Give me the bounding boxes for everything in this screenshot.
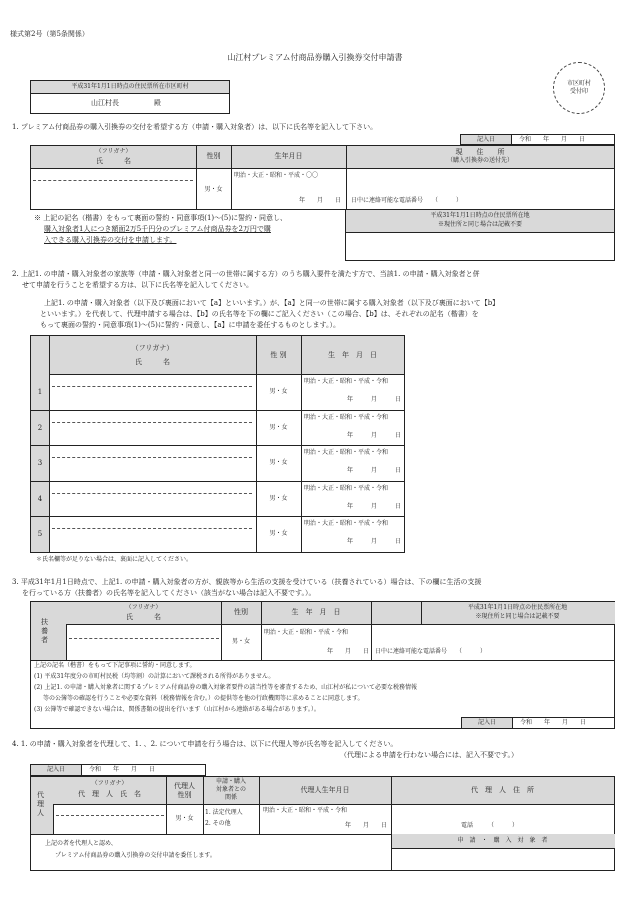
s2-dob-header: 生 年 月 日 <box>328 351 377 359</box>
s4-delegate-line2: プレミアム付商品券の購入引換券の交付申請を委任します。 <box>55 852 216 859</box>
s3-side-label: 扶養者 <box>41 618 48 644</box>
s4-gender-header: 代理人 <box>174 782 195 790</box>
s4-rel-option1[interactable]: 1. 法定代理人 <box>205 809 243 816</box>
s2-gender-value[interactable]: 男・女 <box>269 494 288 502</box>
stamp-label: 市区町村 受付印 <box>566 80 591 95</box>
s4-rel-header1: 申請・購入 <box>215 778 246 785</box>
s1-era-options[interactable]: 明治・大正・昭和・平成・〇〇 <box>234 172 319 179</box>
s3-gender-value[interactable]: 男・女 <box>231 638 250 645</box>
s3-dob-ymd[interactable]: 年 月 日 <box>326 648 369 655</box>
s4-address-header: 代 理 人 住 所 <box>471 786 534 794</box>
s4-name-header: 代 理 人 氏 名 <box>78 790 141 798</box>
s2-dob-ymd[interactable]: 年 月 日 <box>346 396 401 403</box>
s1-address-header: 現 住 所 <box>455 148 505 156</box>
section2-intro-line1: 2. 上記1. の申請・購入対象者の家族等（申請・購入対象者と同一の世帯に属する方）のうち購入要件を満たす方で、当該1. の申請・購入対象者と併 <box>12 270 480 278</box>
s1-address-subheader: （購入引換券の送付先） <box>446 157 513 164</box>
s4-era-options[interactable]: 明治・大正・昭和・平成・令和 <box>263 807 348 814</box>
s1-dob-header: 生年月日 <box>274 152 303 160</box>
s3-entry-label: 記入日 <box>477 719 496 726</box>
s3-supporter-table <box>30 601 615 729</box>
section1-intro: 1. プレミアム付商品券の購入引換券の交付を希望する方（申請・購入対象者）は、以下に氏名等を記入して下さい。 <box>12 123 378 131</box>
s2-gender-value[interactable]: 男・女 <box>269 388 288 395</box>
s4-entry-label: 記入日 <box>46 766 65 773</box>
s1-furigana-header: （フリガナ） <box>95 148 132 155</box>
s1-name-header: 氏 名 <box>96 157 131 165</box>
reception-stamp-area <box>553 62 605 114</box>
s3-consent: 上記の記名（楷書）をもって下記事項に誓約・同意します。 <box>34 662 196 669</box>
section2-para-line2: といいます。）を代表して、代理申請する場合は、【b】の氏名等を下の欄にご記入ください（この場合、【b】は、それぞれの記名（楷書）を <box>40 310 479 318</box>
addressee-box <box>30 80 230 114</box>
s1-pledge-line2: 購入対象者1人につき額面2万5千円分のプレミアム付商品券を2万円で購 <box>44 225 271 233</box>
s2-name-header: 氏 名 <box>135 358 170 366</box>
s1-dob-ymd[interactable]: 年 月 日 <box>298 197 341 204</box>
s4-entry-date-box <box>30 764 206 776</box>
s1-phone[interactable]: 日中に連絡可能な電話番号 （ ） <box>351 197 463 204</box>
s2-era-options[interactable]: 明治・大正・昭和・平成・令和 <box>304 378 389 385</box>
s1-jan1-note: ※現住所と同じ場合は記載不要 <box>437 221 522 228</box>
s3-jan1-note: ※現住所と同じ場合は記載不要 <box>475 613 560 620</box>
s1-applicant-table <box>30 145 615 210</box>
s3-item-3: (3) 公簿等で確認できない場合は、関係書類の提出を行います（山江村から連絡がある場合があります。）。 <box>34 706 320 713</box>
section2-para-line3: もって裏面の誓約・同意事項(1)～(5)に誓約・同意し、【a】に申請を委任するものとします。）。 <box>40 321 340 329</box>
s2-era-options[interactable]: 明治・大正・昭和・平成・令和 <box>304 413 389 421</box>
s2-era-options[interactable]: 明治・大正・昭和・平成・令和 <box>304 520 389 528</box>
section4-intro-line2: （代理による申請を行わない場合には、記入不要です。） <box>340 751 518 759</box>
s1-entry-date-box <box>460 134 615 145</box>
s4-side-label: 代理人 <box>37 791 44 817</box>
s2-row-number: 5 <box>37 530 43 539</box>
s4-gender-header2: 性別 <box>177 791 192 799</box>
s2-note: ＊氏名欄等が足りない場合は、裏面に記入してください。 <box>36 556 193 563</box>
s4-rel-option2[interactable]: 2. その他 <box>205 820 231 827</box>
s1-pledge-line3: 入できる購入引換券の交付を申請します。 <box>44 236 177 244</box>
s2-dob-ymd[interactable]: 年 月 日 <box>346 431 401 439</box>
form-number: 様式第2号（第5条関係） <box>10 30 89 38</box>
s4-dob-ymd[interactable]: 年 月 日 <box>344 822 387 829</box>
s4-phone[interactable]: 電話 （ ） <box>461 822 519 829</box>
s2-era-options[interactable]: 明治・大正・昭和・平成・令和 <box>304 449 389 457</box>
s2-gender-value[interactable]: 男・女 <box>269 459 288 467</box>
s1-entry-date: 令和 年 月 日 <box>519 136 586 143</box>
s2-gender-value[interactable]: 男・女 <box>269 423 288 431</box>
s2-row-number: 2 <box>37 423 43 432</box>
addressee-value: 山江村長 殿 <box>91 99 161 107</box>
s4-rel-header2: 対象者との <box>215 786 246 793</box>
s4-entry-date: 令和 年 月 日 <box>89 766 156 773</box>
s2-row-number: 1 <box>37 388 43 396</box>
s3-phone[interactable]: 日中に連絡可能な電話番号 （ ） <box>375 648 487 655</box>
s4-furigana-header: （フリガナ） <box>91 780 128 787</box>
s1-gender-header: 性別 <box>206 152 221 160</box>
s2-furigana-header: （フリガナ） <box>131 344 174 352</box>
addressee-label: 平成31年1月1日時点の住民票所在市区町村 <box>71 83 189 90</box>
s3-item-2a: (2) 上記1. の申請・購入対象者に関するプレミアム付商品券の購入対象者要件の該当性等を審査するため、山江村が私について必要な税務情報 <box>34 684 418 691</box>
s3-jan1-label: 平成31年1月1日時点の住民票所在地 <box>467 604 568 611</box>
s4-rel-header3: 関係 <box>224 794 237 801</box>
s2-row-number: 3 <box>37 459 43 468</box>
s4-dob-header: 代理人生年月日 <box>300 786 350 794</box>
s2-era-options[interactable]: 明治・大正・昭和・平成・令和 <box>304 484 389 492</box>
s1-jan1-label: 平成31年1月1日時点の住民票所在地 <box>430 212 530 219</box>
s3-item-2b: 等の公簿等の確認を行うことや必要な資料（税務情報を含む。）の提供等を他の行政機関等に求めることに同意します。 <box>43 695 364 702</box>
section3-intro-line2: を行っている方（扶養者）の氏名等を記入してください（該当がない場合は記入不要です。）。 <box>22 589 316 597</box>
s2-dob-ymd[interactable]: 年 月 日 <box>346 467 401 475</box>
s3-gender-header: 性別 <box>234 608 248 616</box>
s4-proxy-table <box>30 776 615 871</box>
s2-family-table <box>30 335 405 553</box>
s1-pledge-line1: ※ 上記の記名（楷書）をもって裏面の誓約・同意事項(1)～(5)に誓約・同意し、 <box>34 214 288 222</box>
section3-intro-line1: 3. 平成31年1月1日時点で、上記1. の申請・購入対象者の方が、親族等から生活の支援を受けている（扶養されている）場合は、下の欄に生活の支援 <box>12 578 482 586</box>
s4-gender-value[interactable]: 男・女 <box>175 815 194 822</box>
s4-applicant-label: 申 請 ・ 購 入 対 象 者 <box>457 837 548 844</box>
s2-gender-value[interactable]: 男・女 <box>269 530 288 538</box>
s2-gender-header: 性 別 <box>270 351 287 359</box>
s3-era-options[interactable]: 明治・大正・昭和・平成・令和 <box>264 629 349 636</box>
section2-para-line1: 上記1. の申請・購入対象者（以下及び裏面において【a】といいます。）が、【a】と同一の世帯に属する購入対象者（以下及び裏面において【b】 <box>44 299 500 307</box>
s3-entry-date-box <box>461 717 614 728</box>
section2-intro-line2: せて申請を行うことを希望する方は、以下に氏名等を記入してください。 <box>22 281 253 289</box>
s1-jan1-address-box <box>345 209 615 261</box>
section4-intro-line1: 4. 1. の申請・購入対象者を代理して、1. 、2. について申請を行う場合は、以下に代理人等が氏名等を記入してください。 <box>12 740 398 748</box>
s2-row-number: 4 <box>37 494 43 503</box>
s3-item-1: (1) 平成31年度分の市町村民税（均等割）の計算において課税される所得がありません。 <box>34 673 275 680</box>
form-title: 山江村プレミアム付商品券購入引換券交付申請書 <box>227 53 403 62</box>
s1-entry-label: 記入日 <box>476 136 495 143</box>
s3-dob-header: 生 年 月 日 <box>291 608 341 616</box>
s1-gender-value[interactable]: 男・女 <box>204 186 223 193</box>
s3-furigana-header: （フリガナ） <box>125 604 162 611</box>
s2-dob-ymd[interactable]: 年 月 日 <box>346 502 401 510</box>
s4-delegate-line1: 上記の者を代理人と認め、 <box>45 840 117 847</box>
s3-name-header: 氏 名 <box>126 613 161 621</box>
s3-entry-date: 令和 年 月 日 <box>520 719 587 726</box>
s2-dob-ymd[interactable]: 年 月 日 <box>346 538 401 546</box>
